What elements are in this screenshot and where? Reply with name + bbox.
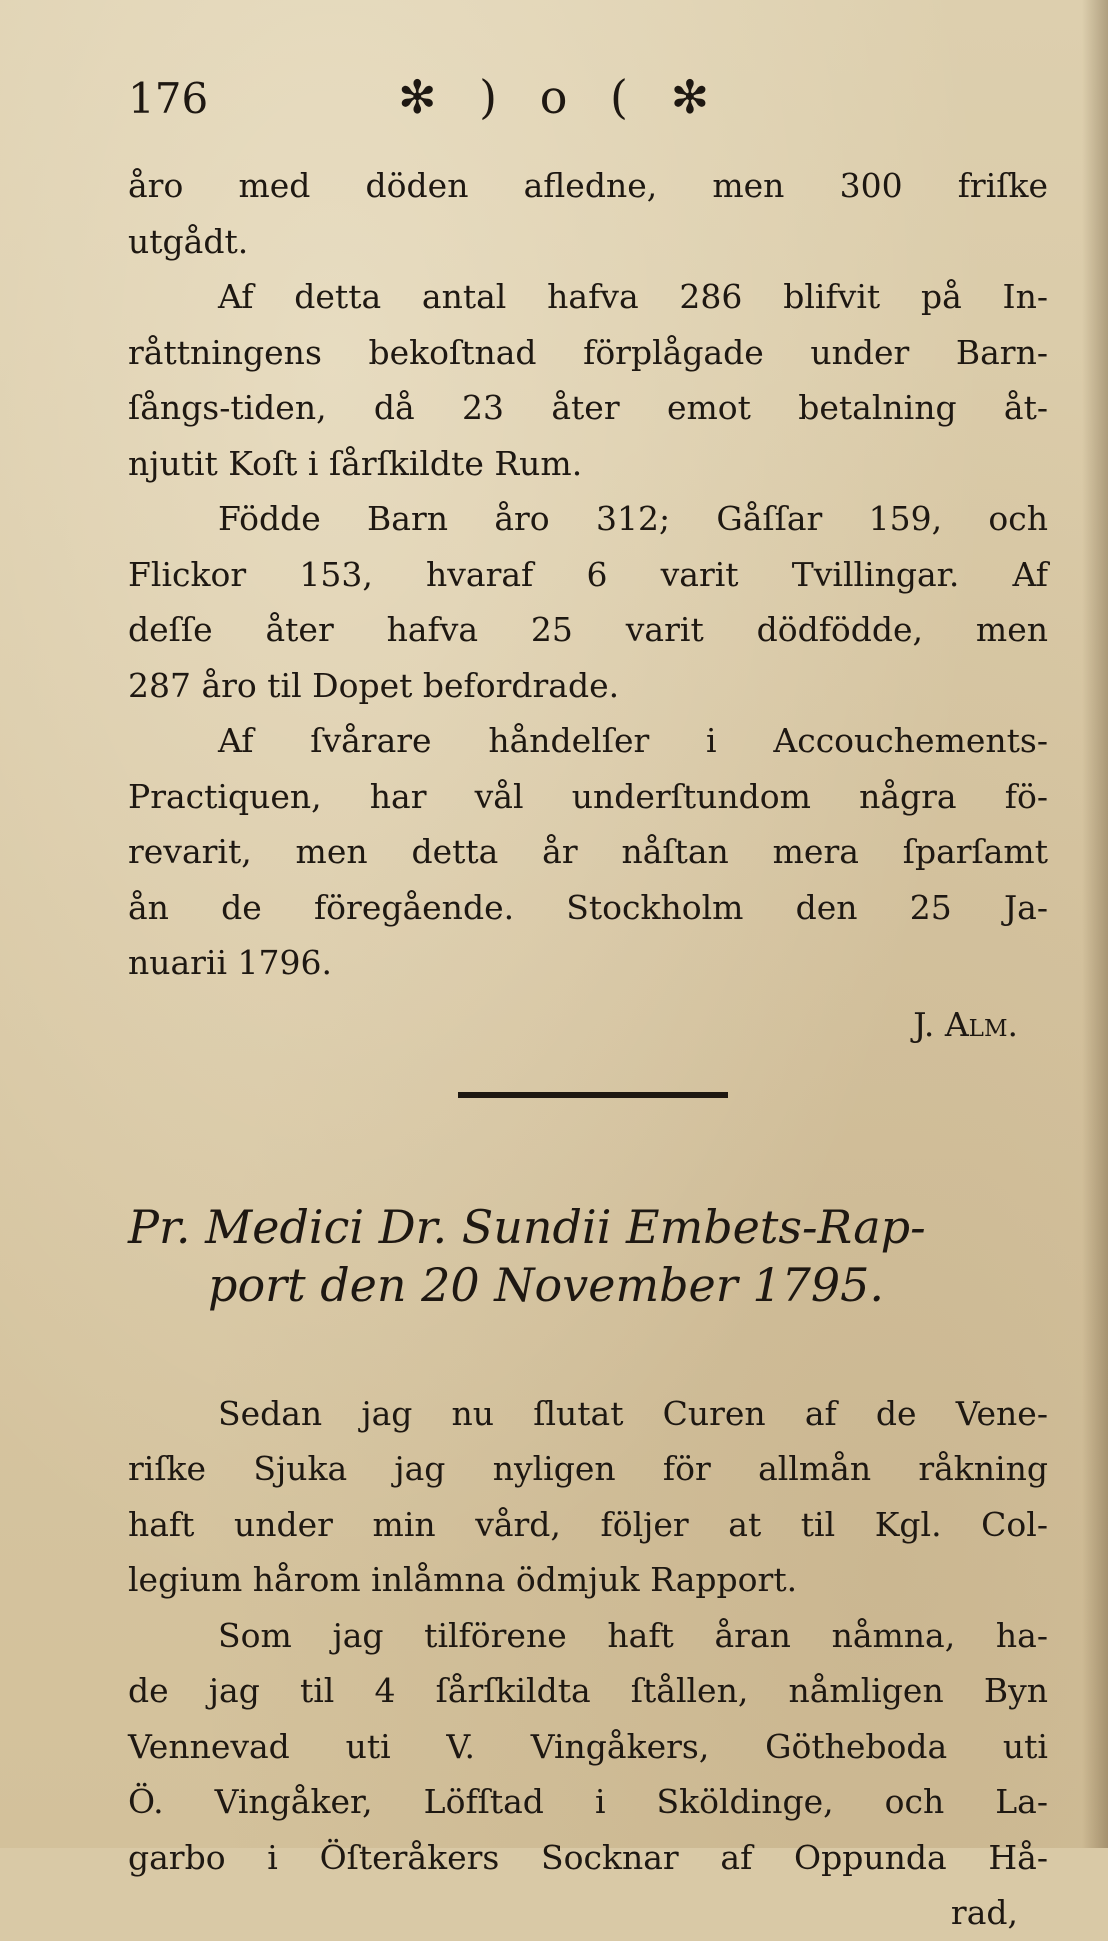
text-line: Practiquen, har vål underſtundom några fö-: [128, 776, 1048, 816]
section-divider: [458, 1092, 728, 1098]
text-line: Ö. Vingåker, Löfſtad i Sköldinge, och La-: [128, 1782, 1048, 1821]
page-number: 176: [128, 74, 209, 123]
text-line: Som jag tilförene haft åran nåmna, ha-: [218, 1615, 1048, 1655]
text-line: Vennevad uti V. Vingåkers, Götheboda uti: [128, 1726, 1048, 1766]
text-line: Af ſvårare håndelſer i Accouchements-: [218, 721, 1048, 760]
paragraph-6: [128, 1608, 1048, 1941]
heading-line-2: port den 20 November 1795.: [208, 1257, 885, 1312]
text-line: 287 åro til Dopet befordrade.: [128, 665, 620, 705]
paragraph-5: [128, 1386, 1048, 1608]
text-line: råttningens bekoſtnad förplågade under Barn-: [128, 332, 1048, 372]
text-line: riſke Sjuka jag nyligen för allmån råkning: [128, 1449, 1048, 1488]
text-line: Flickor 153, hvaraf 6 varit Tvillingar. Af: [128, 554, 1048, 594]
text-line: rad,: [950, 1893, 1018, 1932]
page-edge-shadow: [1082, 0, 1108, 1848]
text-line: njutit Koſt i ſårſkildte Rum.: [128, 443, 583, 483]
running-head-ornament: ✻ ) o ( ✻: [398, 70, 724, 124]
paragraph-1: [128, 158, 1048, 269]
heading-line-1: Pr. Medici Dr. Sundii Embets-Rap-: [128, 1199, 926, 1254]
text-line: åro med döden afledne, men 300 friſke: [128, 166, 1048, 205]
text-line: de jag til 4 ſårſkildta ſtållen, nåmligen Byn: [128, 1671, 1048, 1710]
paragraph-2: [128, 269, 1048, 491]
text-line: deſſe åter hafva 25 varit dödfödde, men: [128, 610, 1048, 649]
signature: J. Alm.: [913, 1004, 1018, 1044]
text-line: ån de föregående. Stockholm den 25 Ja-: [128, 887, 1048, 927]
text-line: nuarii 1796.: [128, 943, 333, 982]
text-line: Sedan jag nu ſlutat Curen af de Vene-: [218, 1393, 1048, 1433]
text-line: legium hårom inlåmna ödmjuk Rapport.: [128, 1560, 798, 1599]
text-line: haft under min vård, följer at til Kgl. Col-: [128, 1504, 1048, 1544]
text-line: ſångs-tiden, då 23 åter emot betalning åt-: [128, 388, 1048, 427]
text-line: garbo i Öſteråkers Socknar af Oppunda Hå-: [128, 1837, 1048, 1877]
text-line: Af detta antal hafva 286 blifvit på In-: [218, 277, 1048, 316]
text-line: Födde Barn åro 312; Gåſſar 159, och: [218, 499, 1048, 538]
page-header: [128, 70, 1048, 130]
text-line: revarit, men detta år nåſtan mera ſparſamt: [128, 832, 1048, 871]
text-line: utgådt.: [128, 221, 249, 261]
paragraph-3: [128, 491, 1048, 713]
section-heading: [128, 1198, 1048, 1314]
paragraph-4: [128, 713, 1048, 991]
